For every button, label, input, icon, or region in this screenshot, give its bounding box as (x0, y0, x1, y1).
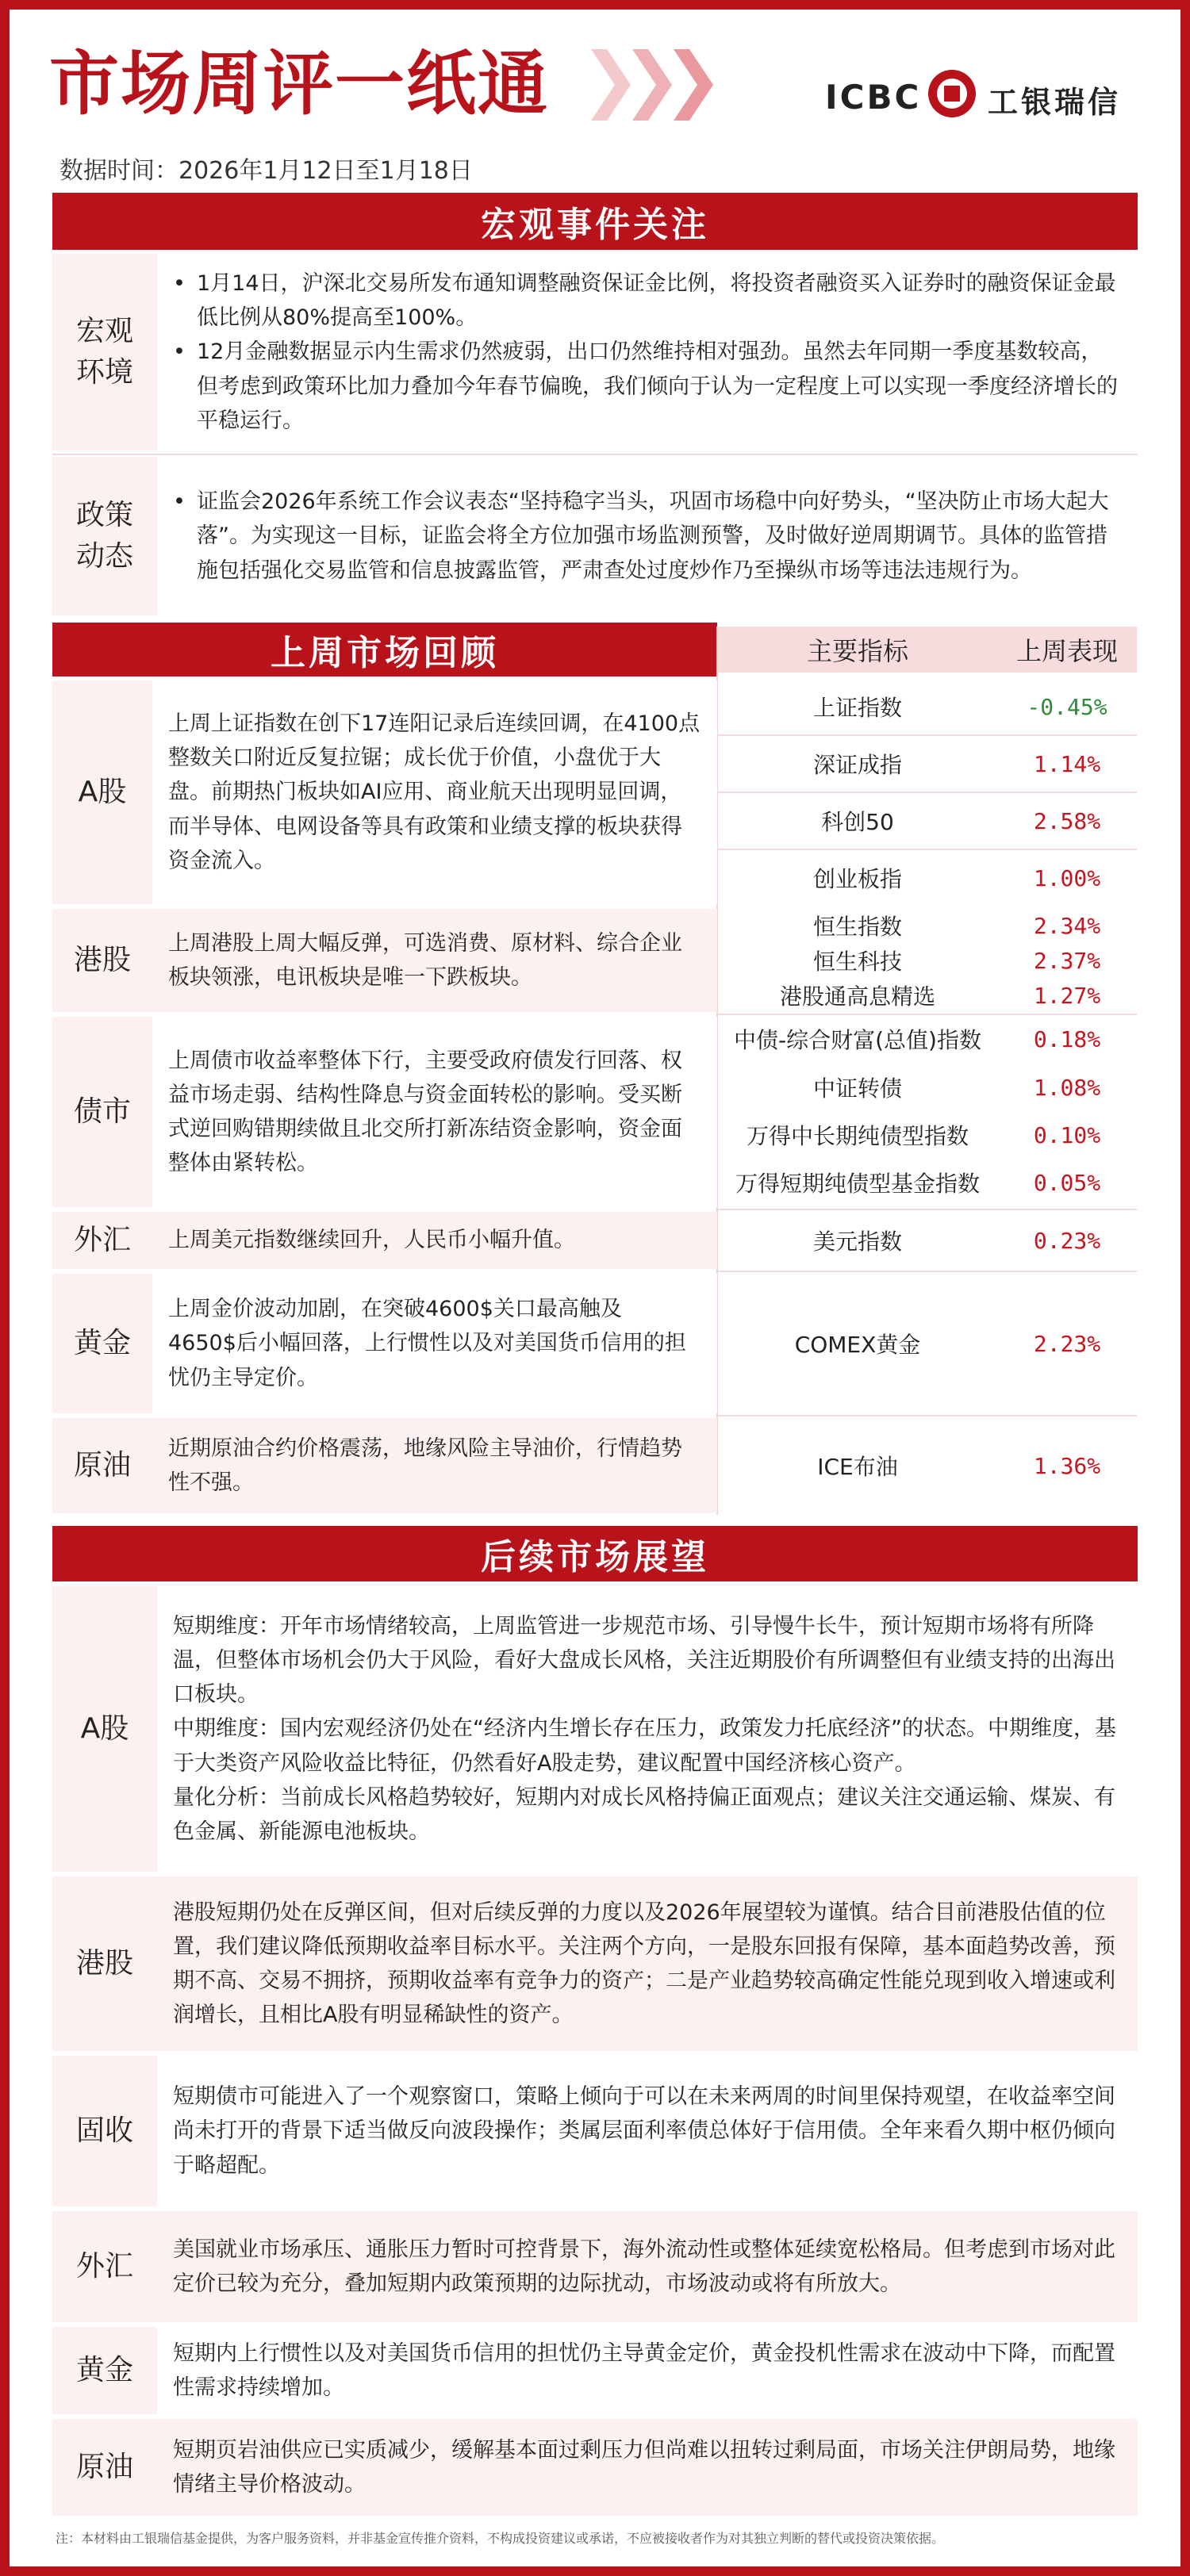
indicator-value: 2.23% (1033, 1330, 1101, 1357)
macro-policy-label: 政策 动态 (52, 457, 157, 615)
indicator-value: 1.08% (1033, 1074, 1101, 1101)
indicator-row (718, 1212, 1137, 1269)
review-text: 上周上证指数在创下17连阳记录后连续回调，在4100点整数关口附近反复拉锯；成长优于价值，小盘优于大盘。前期热门板块如AI应用、商业航天出现明显回调，而半导体、电网设备等具有政策和业绩支撑的板块获得资金流入。 (152, 680, 717, 904)
macro-heading: 宏观事件关注 (52, 193, 1138, 250)
outlook-label: A股 (52, 1586, 157, 1872)
review-text: 上周金价波动加剧，在突破4600$关口最高触及4650$后小幅回落，上行惯性以及对美国货币信用的担忧仍主导定价。 (152, 1274, 717, 1413)
indicator-row (718, 1274, 1137, 1413)
bullet-item (173, 266, 1122, 335)
disclaimer: 注：本材料由工银瑞信基金提供，为客户服务资料，并非基金宣传推介资料，不构成投资建议或承诺，不应被接收者作为对其独立判断的替代或投资决策依据。 (56, 2531, 945, 2546)
indicator-row (718, 909, 1137, 942)
col-performance: 上周表现 (1015, 636, 1118, 666)
divider (718, 734, 1137, 736)
indicator-row (718, 944, 1137, 977)
indicator-value: 0.05% (1033, 1169, 1101, 1196)
indicator-name: 中债-综合财富(总值)指数 (734, 1027, 981, 1053)
review-text: 上周港股上周大幅反弹，可选消费、原材料、综合企业板块领涨，电讯板块是唯一下跌板块。 (152, 909, 717, 1012)
review-row-fx (52, 1212, 717, 1269)
bullet-icon: • (173, 339, 186, 365)
outlook-paragraph: 短期内上行惯性以及对美国货币信用的担忧仍主导黄金定价，黄金投机性需求在波动中下降，而配置性需求持续增加。 (173, 2340, 1115, 2400)
divider (718, 792, 1137, 793)
indicator-name: 美元指数 (812, 1229, 902, 1255)
indicator-row (718, 1112, 1137, 1158)
indicator-name: 创业板指 (812, 866, 902, 892)
outlook-text (157, 1876, 1138, 2051)
indicator-value: 2.37% (1033, 947, 1101, 974)
macro-policy-row (52, 457, 1138, 615)
indicator-value: 1.14% (1033, 750, 1101, 777)
review-label: 黄金 (52, 1274, 152, 1413)
indicator-value: 2.58% (1033, 807, 1101, 834)
outlook-label: 外汇 (52, 2211, 157, 2322)
indicator-row (718, 853, 1137, 903)
indicator-name: 恒生科技 (812, 949, 902, 975)
indicator-row (718, 682, 1137, 731)
review-heading: 上周市场回顾 (52, 623, 717, 677)
outlook-paragraph: 短期债市可能进入了一个观察窗口，策略上倾向于可以在未来两周的时间里保持观望，在收益率空间尚未打开的背景下适当做反向波段操作；类属层面利率债总体好于信用债。全年来看久期中枢仍倾向于略超配。 (173, 2084, 1115, 2178)
indicator-row (718, 979, 1137, 1012)
chevron-right-icon (674, 49, 713, 121)
bullet-text: 证监会2026年系统工作会议表态“坚持稳字当头，巩固市场稳中向好势头，“坚决防止市场大起大落”。为实现这一目标，证监会将全方位加强市场监测预警，及时做好逆周期调节。具体的监管措施包括强化交易监管和信息披露监管，严肃查处过度炒作乃至操纵市场等违法违规行为。 (197, 489, 1109, 583)
macro-env-label: 宏观 环境 (52, 254, 157, 450)
review-label: 债市 (52, 1017, 152, 1207)
review-label: 原油 (52, 1418, 152, 1513)
indicator-row (718, 1017, 1137, 1061)
indicator-name: 科创50 (821, 809, 894, 835)
indicator-name: 恒生指数 (812, 914, 902, 940)
review-row-hk (52, 909, 717, 1012)
outlook-label: 黄金 (52, 2327, 157, 2414)
macro-env-text (157, 254, 1138, 450)
outlook-row-fixed-income (52, 2056, 1138, 2206)
indicator-row (718, 739, 1137, 788)
indicator-name: 港股通高息精选 (779, 983, 935, 1010)
chevron-right-icon (632, 49, 672, 121)
indicator-row (718, 1064, 1137, 1110)
indicator-table-header (718, 627, 1137, 673)
outlook-label: 港股 (52, 1876, 157, 2051)
review-label: 港股 (52, 909, 152, 1012)
indicator-value: 1.36% (1033, 1452, 1101, 1479)
review-text: 上周债市收益率整体下行，主要受政府债发行回落、权益市场走弱、结构性降息与资金面转松的影响。受买断式逆回购错期续做且北交所打新冻结资金影响，资金面整体由紧转松。 (152, 1017, 717, 1207)
outlook-heading: 后续市场展望 (52, 1526, 1138, 1581)
outlook-text (157, 2211, 1138, 2322)
review-row-a-share (52, 680, 717, 904)
indicator-row (718, 1418, 1137, 1513)
outlook-row-a-share (52, 1586, 1138, 1872)
divider (52, 454, 1138, 455)
review-row-bond (52, 1017, 717, 1207)
macro-policy-text (157, 457, 1138, 615)
outlook-text (157, 2419, 1138, 2516)
brand-abbr: ICBC (825, 78, 922, 117)
outlook-row-hk (52, 1876, 1138, 2051)
indicator-value: 0.18% (1033, 1025, 1101, 1052)
indicator-value: 1.00% (1033, 864, 1101, 891)
col-indicator: 主要指标 (806, 636, 908, 666)
outlook-paragraph: 短期维度：开年市场情绪较高，上周监管进一步规范市场、引导慢牛长牛，预计短期市场将有所降温，但整体市场机会仍大于风险，看好大盘成长风格，关注近期股价有所调整但有业绩支持的出海出口板块。 (173, 1613, 1115, 1708)
review-text: 上周美元指数继续回升，人民币小幅升值。 (152, 1212, 717, 1269)
indicator-row (718, 796, 1137, 845)
outlook-paragraph: 短期页岩油供应已实质减少，缓解基本面过剩压力但尚难以扭转过剩局面，市场关注伊朗局势，地缘情绪主导价格波动。 (173, 2437, 1115, 2497)
outlook-row-gold (52, 2327, 1138, 2414)
outlook-text (157, 2327, 1138, 2414)
review-text: 近期原油合约价格震荡，地缘风险主导油价，行情趋势性不强。 (152, 1418, 717, 1513)
indicator-value: 0.10% (1033, 1121, 1101, 1148)
outlook-paragraph: 中期维度：国内宏观经济仍处在“经济内生增长存在压力，政策发力托底经济”的状态。中期维度，基于大类资产风险收益比特征，仍然看好A股走势，建议配置中国经济核心资产。 (173, 1716, 1116, 1776)
page-title: 市场周评一纸通 (49, 43, 550, 125)
indicator-name: ICE布油 (817, 1454, 898, 1480)
indicator-name: 万得短期纯债型基金指数 (735, 1171, 980, 1197)
indicator-name: 深证成指 (812, 752, 902, 778)
icbc-logo-icon (928, 70, 976, 117)
outlook-text (157, 2056, 1138, 2206)
bullet-text: 1月14日，沪深北交易所发布通知调整融资保证金比例，将投资者融资买入证券时的融资保证金最低比例从80%提高至100%。 (197, 271, 1116, 331)
outlook-paragraph: 美国就业市场承压、通胀压力暂时可控背景下，海外流动性或整体延续宽松格局。但考虑到市场对此定价已较为充分，叠加短期内政策预期的边际扰动，市场波动或将有所放大。 (173, 2237, 1115, 2296)
outlook-row-fx (52, 2211, 1138, 2322)
divider (718, 849, 1137, 850)
indicator-row (718, 1160, 1137, 1206)
bullet-icon: • (173, 271, 186, 297)
indicator-value: 0.23% (1033, 1227, 1101, 1254)
review-label: A股 (52, 680, 152, 904)
review-row-oil (52, 1418, 717, 1513)
outlook-paragraph: 港股短期仍处在反弹区间，但对后续反弹的力度以及2026年展望较为谨慎。结合目前港股估值的位置，我们建议降低预期收益率目标水平。关注两个方向，一是股东回报有保障，基本面趋势改善，预期不高、交易不拥挤，预期收益率有竞争力的资产；二是产业趋势较高确定性能兑现到收入增速或利润增长，且相比A股有明显稀缺性的资产。 (173, 1899, 1115, 2028)
review-row-gold (52, 1274, 717, 1413)
outlook-paragraph: 量化分析：当前成长风格趋势较好，短期内对成长风格持偏正面观点；建议关注交通运输、煤炭、有色金属、新能源电池板块。 (173, 1784, 1115, 1844)
outlook-row-oil (52, 2419, 1138, 2516)
outlook-label: 原油 (52, 2419, 157, 2516)
chevron-right-icon (591, 49, 631, 121)
bullet-item (173, 335, 1122, 438)
divider (718, 1271, 1137, 1272)
divider (718, 1415, 1137, 1416)
indicator-value: 2.34% (1033, 912, 1101, 939)
indicator-name: 中证转债 (812, 1075, 902, 1102)
bullet-item (173, 485, 1122, 588)
chevron-decoration (591, 49, 713, 128)
divider (718, 1014, 1137, 1015)
data-date: 数据时间：2026年1月12日至1月18日 (60, 157, 473, 185)
brand-name: 工银瑞信 (988, 85, 1122, 120)
outlook-text (157, 1586, 1138, 1872)
review-label: 外汇 (52, 1212, 152, 1269)
outlook-label: 固收 (52, 2056, 157, 2206)
indicator-name: 万得中长期纯债型指数 (746, 1123, 969, 1149)
macro-env-row (52, 254, 1138, 450)
bullet-icon: • (173, 489, 186, 515)
indicator-name: 上证指数 (812, 695, 902, 721)
divider (718, 1209, 1137, 1210)
indicator-name: COMEX黄金 (794, 1332, 921, 1358)
bullet-text: 12月金融数据显示内生需求仍然疲弱，出口仍然维持相对强劲。虽然去年同期一季度基数较高，但考虑到政策环比加力叠加今年春节偏晚，我们倾向于认为一定程度上可以实现一季度经济增长的平稳运行。 (197, 339, 1118, 433)
indicator-value: -0.45% (1027, 693, 1107, 720)
indicator-value: 1.27% (1033, 982, 1101, 1009)
